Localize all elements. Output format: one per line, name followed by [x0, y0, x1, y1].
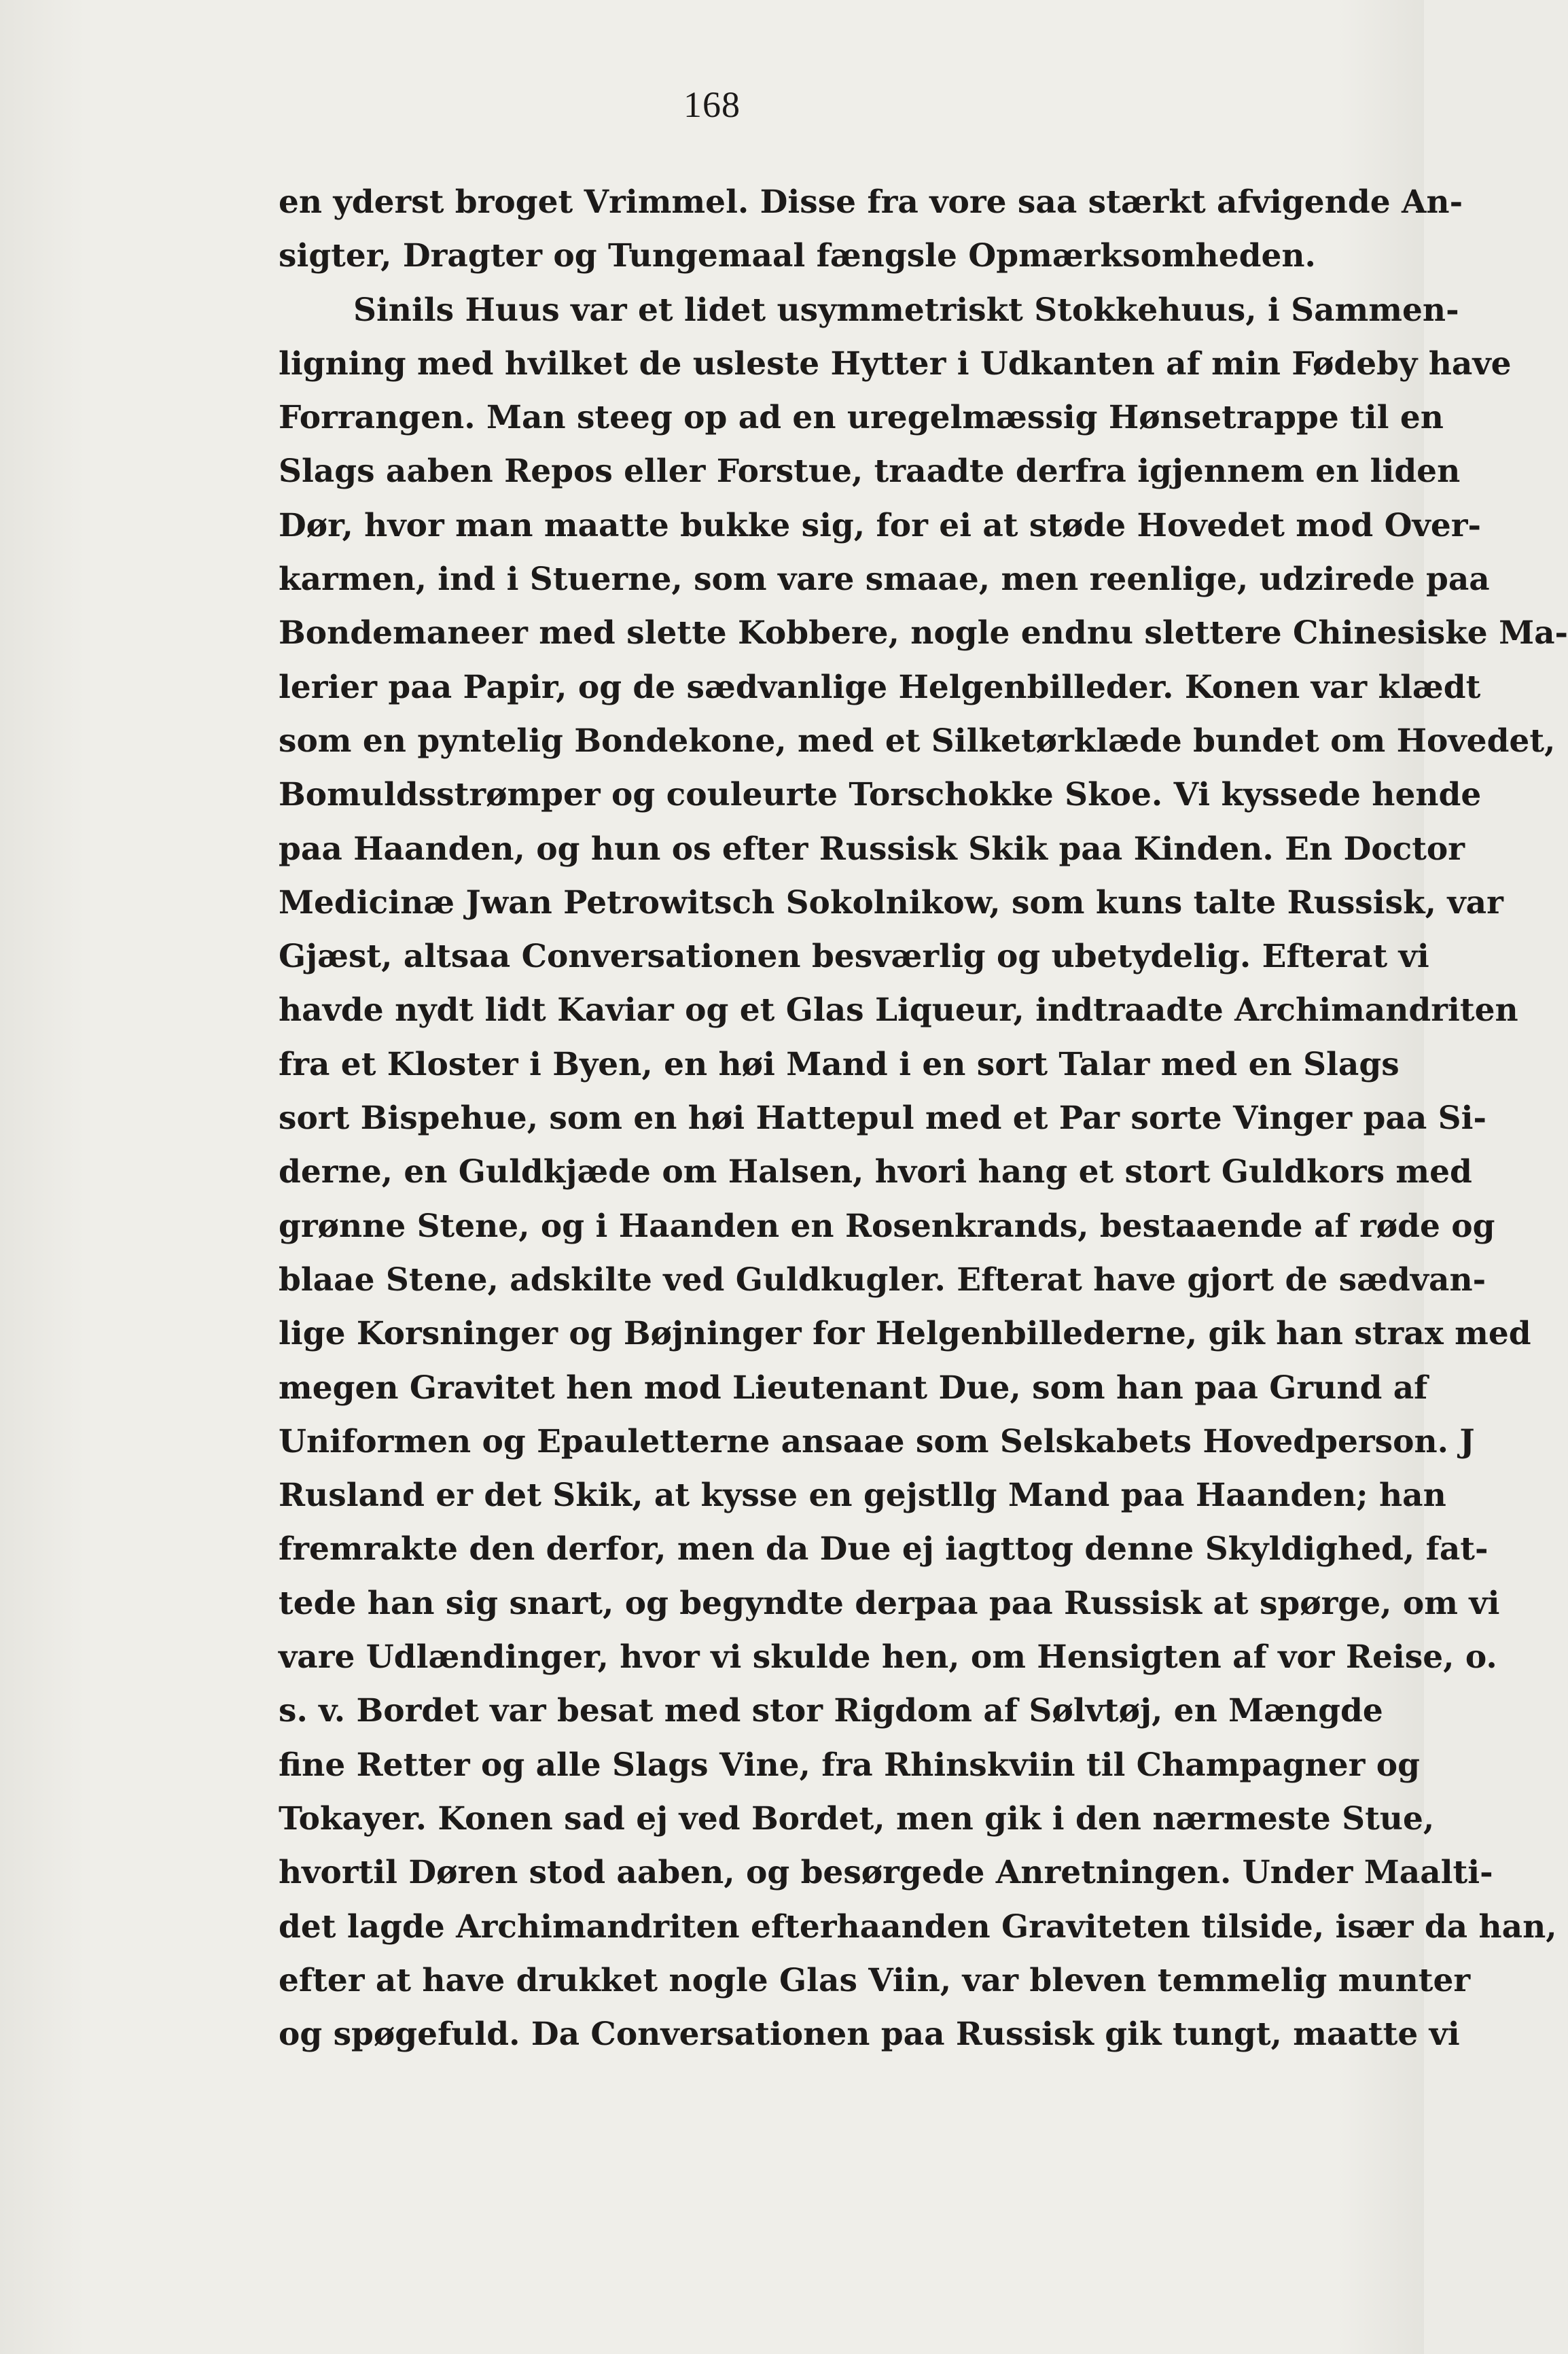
- text-line: hvortil Døren stod aaben, og besørgede Anretningen. Under Maalti-: [279, 1854, 1493, 1892]
- body-text: [279, 175, 1568, 2061]
- text-line: megen Gravitet hen mod Lieutenant Due, som han paa Grund af: [279, 1369, 1428, 1407]
- text-line: Sinils Huus var et lidet usymmetriskt Stokkehuus, i Sammen-: [353, 291, 1459, 329]
- text-line: Slags aaben Repos eller Forstue, traadte derfra igjennem en liden: [279, 453, 1461, 491]
- text-line: ligning med hvilket de usleste Hytter i Udkanten af min Fødeby have: [279, 345, 1512, 383]
- text-line: Rusland er det Skik, at kysse en gejstllg Mand paa Haanden; han: [279, 1477, 1446, 1515]
- text-line: karmen, ind i Stuerne, som vare smaae, men reenlige, udzirede paa: [279, 561, 1490, 599]
- text-line: Forrangen. Man steeg op ad en uregelmæssig Hønsetrappe til en: [279, 399, 1444, 437]
- page-number: 168: [683, 84, 741, 125]
- text-line: Medicinæ Jwan Petrowitsch Sokolnikow, som kuns talte Russisk, var: [279, 883, 1503, 921]
- text-line: fine Retter og alle Slags Vine, fra Rhinskviin til Champagner og: [279, 1746, 1421, 1784]
- text-line: fremrakte den derfor, men da Due ej iagttog denne Skyldighed, fat-: [279, 1530, 1489, 1568]
- text-line: lerier paa Papir, og de sædvanlige Helgenbilleder. Konen var klædt: [279, 668, 1481, 706]
- text-line: Bomuldsstrømper og couleurte Torschokke Skoe. Vi kyssede hende: [279, 776, 1482, 814]
- text-line: sigter, Dragter og Tungemaal fængsle Opmærksomheden.: [279, 237, 1316, 275]
- text-line: lige Korsninger og Bøjninger for Helgenbillederne, gik han strax med: [279, 1315, 1531, 1353]
- text-line: fra et Kloster i Byen, en høi Mand i en sort Talar med en Slags: [279, 1045, 1400, 1083]
- text-line: Uniformen og Epauletterne ansaae som Selskabets Hovedperson. J: [279, 1422, 1475, 1460]
- text-line: blaae Stene, adskilte ved Guldkugler. Efterat have gjort de sædvan-: [279, 1261, 1486, 1299]
- text-line: Gjæst, altsaa Conversationen besværlig og ubetydelig. Efterat vi: [279, 938, 1429, 976]
- text-line: s. v. Bordet var besat med stor Rigdom af Sølvtøj, en Mængde: [279, 1692, 1383, 1730]
- text-line: paa Haanden, og hun os efter Russisk Skik paa Kinden. En Doctor: [279, 830, 1465, 868]
- text-line: Bondemaneer med slette Kobbere, nogle endnu slettere Chinesiske Ma-: [279, 614, 1568, 652]
- text-line: Dør, hvor man maatte bukke sig, for ei at støde Hovedet mod Over-: [279, 506, 1482, 544]
- text-line: grønne Stene, og i Haanden en Rosenkrands, bestaaende af røde og: [279, 1207, 1495, 1245]
- text-line: og spøgefuld. Da Conversationen paa Russisk gik tungt, maatte vi: [279, 2016, 1460, 2054]
- text-line: en yderst broget Vrimmel. Disse fra vore saa stærkt afvigende An-: [279, 183, 1463, 221]
- text-line: Tokayer. Konen sad ej ved Bordet, men gik i den nærmeste Stue,: [279, 1799, 1435, 1838]
- text-line: havde nydt lidt Kaviar og et Glas Liqueur, indtraadte Archimandriten: [279, 991, 1518, 1030]
- text-line: vare Udlændinger, hvor vi skulde hen, om Hensigten af vor Reise, o.: [279, 1638, 1497, 1676]
- text-line: efter at have drukket nogle Glas Viin, var bleven temmelig munter: [279, 1961, 1471, 1999]
- text-line: sort Bispehue, som en høi Hattepul med et Par sorte Vinger paa Si-: [279, 1100, 1486, 1138]
- text-line: derne, en Guldkjæde om Halsen, hvori hang et stort Guldkors med: [279, 1153, 1472, 1191]
- text-line: det lagde Archimandriten efterhaanden Graviteten tilside, især da han,: [279, 1908, 1557, 1946]
- text-line: som en pyntelig Bondekone, med et Silketørklæde bundet om Hovedet,: [279, 722, 1556, 760]
- text-line: tede han sig snart, og begyndte derpaa paa Russisk at spørge, om vi: [279, 1584, 1500, 1622]
